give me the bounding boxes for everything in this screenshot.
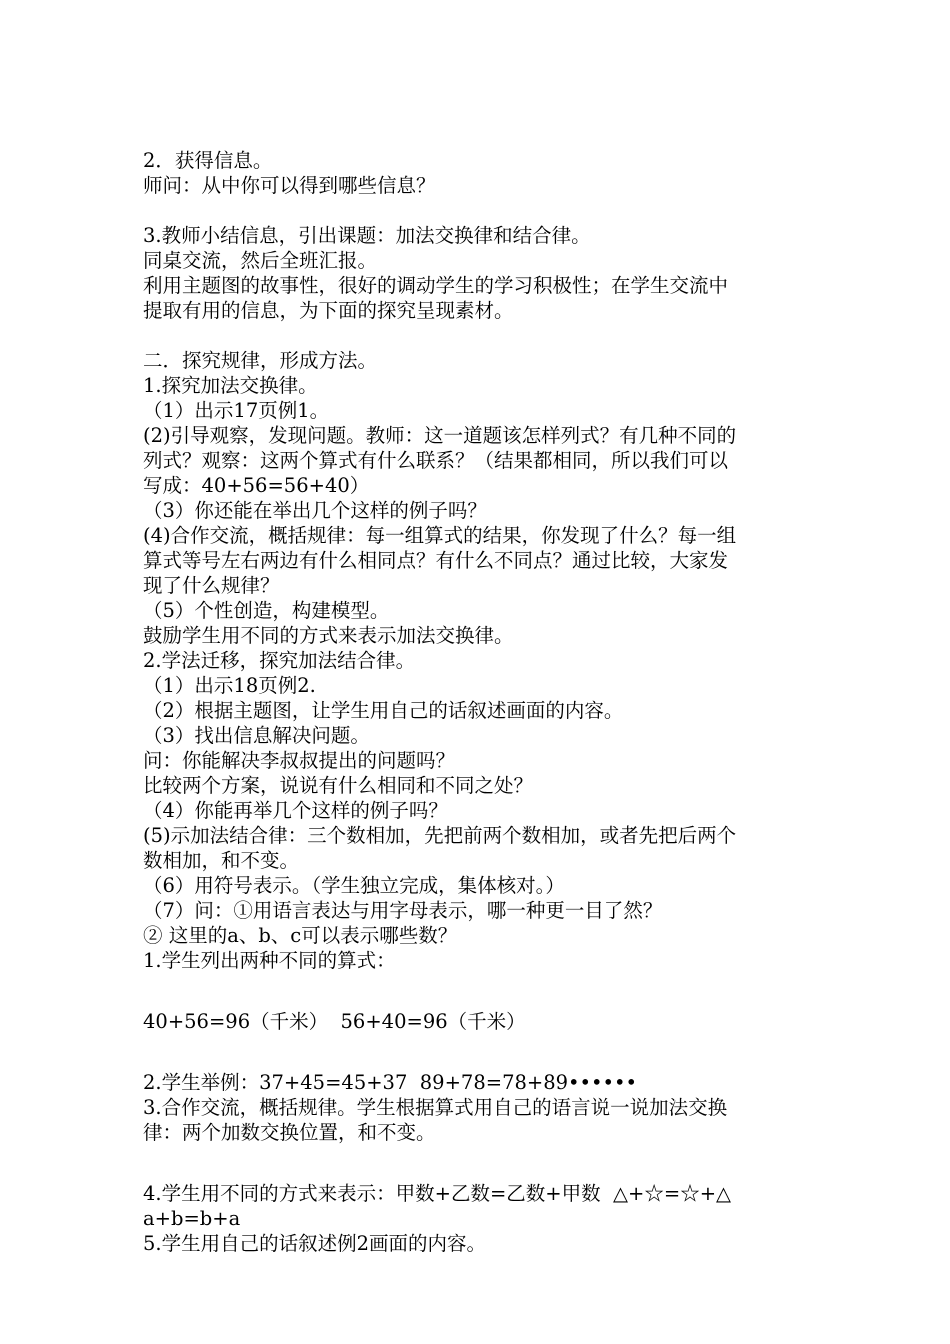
text-line: （2）根据主题图，让学生用自己的话叙述画面的内容。: [143, 699, 624, 722]
text-line: 提取有用的信息，为下面的探究呈现素材。: [143, 299, 514, 322]
formula-line: a+b=b+a: [143, 1207, 241, 1230]
text-line: 2．获得信息。: [143, 149, 273, 172]
text-line: （7）问：①用语言表达与用字母表示，哪一种更一目了然？: [143, 899, 663, 922]
text-line: （3）找出信息解决问题。: [143, 724, 370, 747]
document-body: [143, 148, 813, 1256]
blank-line: [143, 198, 813, 223]
text-line: 1.学生列出两种不同的算式：: [143, 949, 396, 972]
text-line: （1）出示18页例2.: [143, 674, 316, 697]
blank-line: [143, 323, 813, 348]
text-line: 写成：40+56=56+40）: [143, 474, 370, 497]
blank-line: [143, 973, 813, 1009]
text-line: 5.学生用自己的话叙述例2画面的内容。: [143, 1232, 487, 1255]
text-line: 数相加，和不变。: [143, 849, 300, 872]
blank-line: [143, 1034, 813, 1070]
equation-line: 40+56=96（千米） 56+40=96（千米）: [143, 1010, 526, 1033]
text-line: 2.学法迁移，探究加法结合律。: [143, 649, 416, 672]
text-line: 3.合作交流，概括规律。学生根据算式用自己的语言说一说加法交换: [143, 1096, 728, 1119]
text-line: (2)引导观察，发现问题。教师：这一道题该怎样列式？有几种不同的: [143, 424, 737, 447]
text-line: 问：你能解决李叔叔提出的问题吗？: [143, 749, 456, 772]
text-line: 列式？观察：这两个算式有什么联系？（结果都相同，所以我们可以: [143, 449, 729, 472]
text-line: (5)示加法结合律：三个数相加，先把前两个数相加，或者先把后两个: [143, 824, 737, 847]
text-line: （6）用符号表示。（学生独立完成，集体核对。）: [143, 874, 565, 897]
text-line: 律：两个加数交换位置，和不变。: [143, 1121, 436, 1144]
text-line: 4.学生用不同的方式来表示：甲数+乙数=乙数+甲数 △+☆=☆+△: [143, 1182, 732, 1205]
text-line: 算式等号左右两边有什么相同点？有什么不同点？通过比较，大家发: [143, 549, 729, 572]
text-line: 现了什么规律？: [143, 574, 280, 597]
section-heading: 二．探究规律，形成方法。: [143, 349, 378, 372]
text-line: 比较两个方案，说说有什么相同和不同之处？: [143, 774, 534, 797]
text-line: 鼓励学生用不同的方式来表示加法交换律。: [143, 624, 514, 647]
text-line: 1.探究加法交换律。: [143, 374, 318, 397]
text-line: (4)合作交流，概括规律：每一组算式的结果，你发现了什么？每一组: [143, 524, 737, 547]
text-line: 同桌交流，然后全班汇报。: [143, 249, 378, 272]
text-line: （5）个性创造，构建模型。: [143, 599, 390, 622]
text-line: 2.学生举例：37+45=45+37 89+78=78+89••••••: [143, 1071, 638, 1094]
text-line: 师问：从中你可以得到哪些信息？: [143, 174, 436, 197]
text-line: （1）出示17页例1。: [143, 399, 330, 422]
text-line: ② 这里的a、b、c可以表示哪些数？: [143, 924, 458, 947]
text-line: （4）你能再举几个这样的例子吗？: [143, 799, 448, 822]
text-line: 3.教师小结信息，引出课题：加法交换律和结合律。: [143, 224, 591, 247]
text-line: （3）你还能在举出几个这样的例子吗？: [143, 499, 487, 522]
text-line: 利用主题图的故事性，很好的调动学生的学习积极性；在学生交流中: [143, 274, 729, 297]
blank-line: [143, 1145, 813, 1181]
